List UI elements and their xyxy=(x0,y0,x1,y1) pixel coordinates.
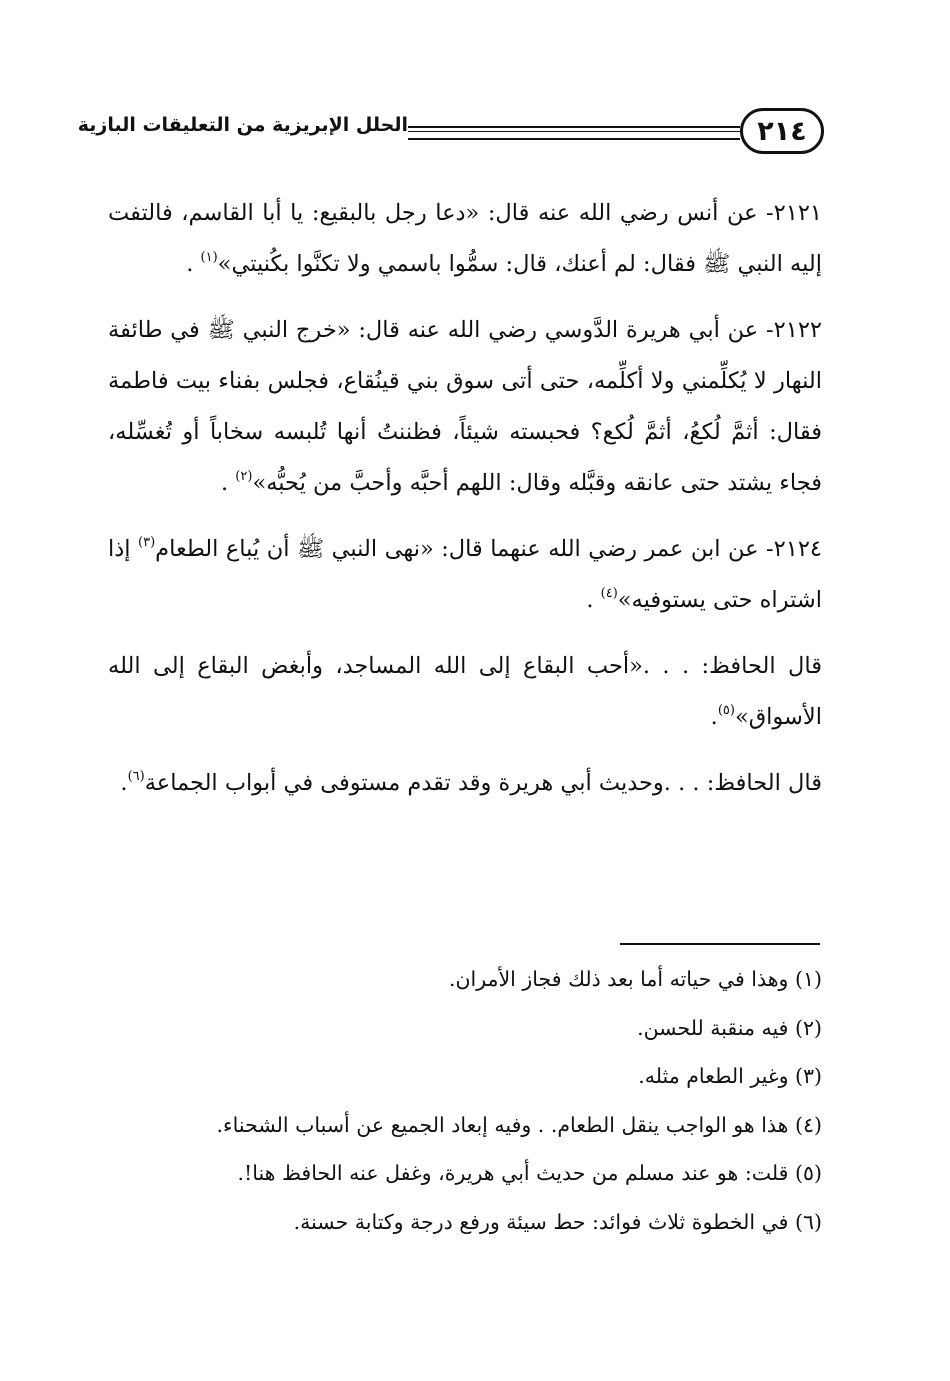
footnote-separator xyxy=(620,943,820,945)
comment-text: قال الحافظ: . . .«أحب البقاع إلى الله المساجد، وأبغض البقاع إلى الله الأسواق» xyxy=(108,653,822,730)
hafiz-comment-2 xyxy=(108,758,822,809)
hadith-text: - عن ابن عمر رضي الله عنهما قال: «نهى النبي ﷺ أن يُباع الطعام xyxy=(155,536,774,562)
hadith-2121 xyxy=(108,188,822,290)
page-header xyxy=(77,108,824,158)
footnote-ref[interactable]: (٦) xyxy=(127,769,145,784)
hadith-end: . xyxy=(186,251,201,277)
footnote-ref[interactable]: (٣) xyxy=(138,535,156,550)
comment-end: . xyxy=(710,704,718,730)
footnotes xyxy=(108,955,822,1246)
hadith-text: - عن أنس رضي الله عنه قال: «دعا رجل بالبقيع: يا أبا القاسم، فالتفت إليه النبي ﷺ فقال: لم أعنك، قال: سمُّوا باسمي ولا تكنَّوا بكُنيتي» xyxy=(108,200,822,277)
header-rule xyxy=(408,126,740,140)
hadith-2124 xyxy=(108,524,822,626)
hadith-number: ٢١٢٢ xyxy=(773,317,822,343)
footnote-3: (٣) وغير الطعام مثله. xyxy=(638,1064,822,1088)
book-title: الحلل الإبريزية من التعليقات البازية xyxy=(77,114,408,136)
footnote-ref[interactable]: (٥) xyxy=(717,703,735,718)
hadith-text-cont: إذا اشتراه حتى يستوفيه» xyxy=(108,536,822,613)
footnote-5: (٥) قلت: هو عند مسلم من حديث أبي هريرة، وغفل عنه الحافظ هنا!. xyxy=(237,1161,822,1185)
hadith-2122 xyxy=(108,305,822,509)
footnote-ref[interactable]: (٢) xyxy=(235,469,253,484)
footnote-1: (١) وهذا في حياته أما بعد ذلك فجاز الأمران. xyxy=(448,967,822,991)
hadith-text: - عن أبي هريرة الدَّوسي رضي الله عنه قال: «خرج النبي ﷺ في طائفة النهار لا يُكلِّمني ولا أكلِّمه، حتى أتى سوق بني قينُقاع، فجلس بفناء بيت فاطمة فقال: أثمَّ لُكعُ، أثمَّ لُكع؟ فحبسته شيئاً، فظننتُ أنها تُلبسه سخاباً أو تُغسِّله، فجاء يشتد حتى عانقه وقبَّله وقال: اللهم أحبَّه وأحبَّ من يُحبُّه» xyxy=(108,317,822,496)
hadith-number: ٢١٢١ xyxy=(773,200,822,226)
comment-end: . xyxy=(120,770,128,796)
footnote-4: (٤) هذا هو الواجب ينقل الطعام. . وفيه إبعاد الجميع عن أسباب الشحناء. xyxy=(216,1112,822,1137)
hadith-end: . xyxy=(586,587,601,613)
hadith-number: ٢١٢٤ xyxy=(773,536,822,562)
hadith-end: . xyxy=(220,470,236,496)
footnote-2: (٢) فيه منقبة للحسن. xyxy=(637,1015,822,1040)
hafiz-comment-1 xyxy=(108,641,822,743)
footnote-6: (٦) في الخطوة ثلاث فوائد: حط سيئة ورفع درجة وكتابة حسنة. xyxy=(293,1209,822,1234)
comment-text: قال الحافظ: . . .وحديث أبي هريرة وقد تقدم مستوفى في أبواب الجماعة xyxy=(144,770,822,796)
footnote-ref[interactable]: (١) xyxy=(200,250,218,265)
main-text xyxy=(108,188,822,824)
footnote-ref[interactable]: (٤) xyxy=(600,586,618,601)
page-number: ٢١٤ xyxy=(740,108,824,154)
